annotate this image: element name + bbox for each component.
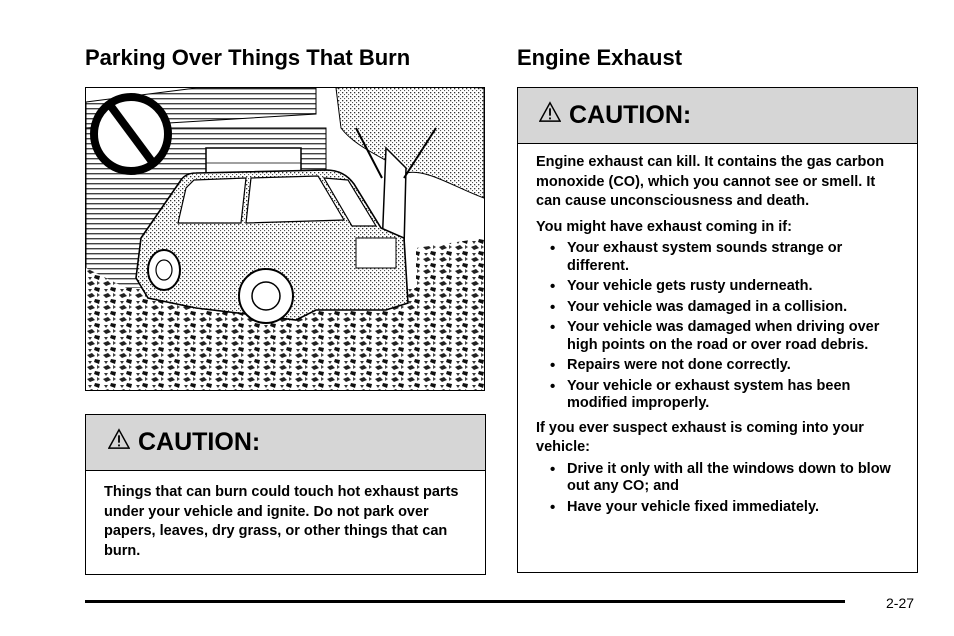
exhaust-symptom-list <box>536 240 899 413</box>
list-item: • Your exhaust system sounds strange or different. <box>536 240 899 275</box>
list-item: • Your vehicle was damaged when driving over high points on the road or over road debris. <box>536 319 899 354</box>
caution-box-engine-exhaust <box>517 87 918 573</box>
list-item: • Your vehicle or exhaust system has been modified improperly. <box>536 378 899 413</box>
caution-text: Things that can burn could touch hot exhaust parts under your vehicle and ignite. Do not park over papers, leaves, dry grass, or other things that can burn. <box>104 484 459 559</box>
warning-triangle-icon <box>539 101 561 123</box>
caution-title: CAUTION: <box>138 428 261 456</box>
list-lead: You might have exhaust coming in if: <box>536 218 792 235</box>
caution-header <box>86 415 485 471</box>
section-heading-engine-exhaust: Engine Exhaust <box>517 45 683 70</box>
list-item: • Your vehicle gets rusty underneath. <box>536 278 899 296</box>
list-lead: If you ever suspect exhaust is coming into your vehicle: <box>536 419 864 455</box>
warning-triangle-icon <box>108 428 130 450</box>
list-item: • Your vehicle was damaged in a collision. <box>536 299 899 317</box>
list-item: • Have your vehicle fixed immediately. <box>536 499 899 517</box>
exhaust-action-list <box>536 461 899 517</box>
footer-rule <box>85 600 845 603</box>
list-item: • Drive it only with all the windows down to blow out any CO; and <box>536 461 899 496</box>
caution-title: CAUTION: <box>569 101 692 129</box>
caution-body <box>86 471 485 561</box>
section-heading-parking: Parking Over Things That Burn <box>85 45 411 70</box>
parking-over-leaves-illustration <box>85 87 485 391</box>
list-item: • Repairs were not done correctly. <box>536 357 899 375</box>
page-number: 2-27 <box>886 595 915 611</box>
caution-intro: Engine exhaust can kill. It contains the gas carbon monoxide (CO), which you cannot see or smell. It can cause unconsciousness and death. <box>536 154 885 209</box>
vehicle-drawing <box>136 170 408 323</box>
no-symbol-icon <box>94 97 168 171</box>
caution-body <box>518 144 917 516</box>
caution-box-parking <box>85 414 486 575</box>
caution-header <box>518 88 917 144</box>
